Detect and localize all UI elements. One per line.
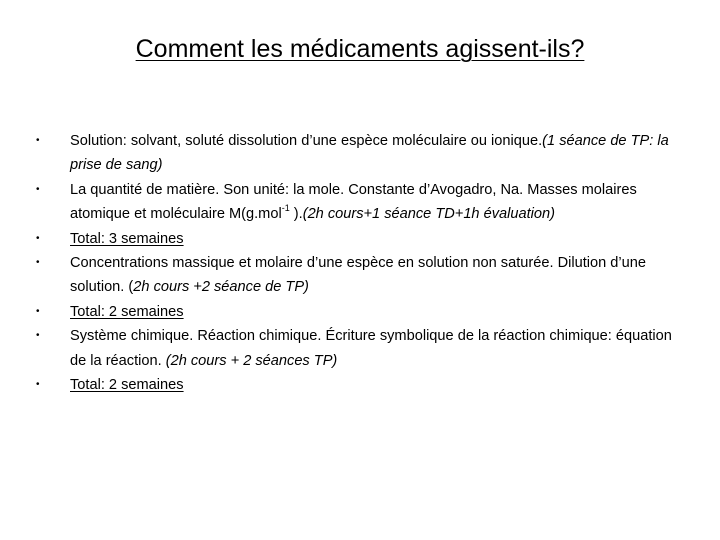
item-text-suffix: ). (289, 206, 303, 223)
item-text: La quantité de matière. Son unité: la mole. Constante d’Avogadro, Na. Masses molaires atomique et moléculaire M(g.mol (70, 181, 637, 223)
bullet-item-concentrations (36, 251, 688, 300)
bullet-icon: • (36, 183, 40, 195)
item-total: Total: 3 semaines (70, 230, 184, 247)
item-text: Concentrations massique et molaire d’une espèce en solution non saturée. Dilution d’une solution. ( (70, 255, 646, 296)
item-italic-note: (2h cours+1 séance TD+1h évaluation) (302, 206, 556, 223)
bullet-item-solution (36, 129, 688, 178)
bullet-icon: • (36, 135, 40, 146)
bullet-icon: • (36, 257, 40, 269)
item-italic-note: (2h cours + 2 séances TP) (165, 352, 338, 369)
bullet-item-total-1 (36, 227, 688, 251)
item-total: Total: 2 semaines (70, 303, 184, 320)
bullet-item-quantite-matiere (36, 178, 688, 227)
bullet-list (36, 129, 688, 397)
bullet-item-total-2 (36, 300, 688, 324)
item-italic-note: (1 séance de TP: la prise de sang) (70, 133, 669, 174)
item-total: Total: 2 semaines (70, 377, 184, 394)
bullet-icon: • (36, 232, 40, 244)
bullet-item-total-3 (36, 373, 688, 397)
bullet-icon: • (36, 330, 40, 342)
item-superscript: -1 (281, 203, 290, 214)
item-italic-note: 2h cours +2 séance de TP) (133, 279, 309, 296)
bullet-item-systeme-chimique (36, 324, 688, 373)
item-text: Solution: solvant, soluté dissolution d’une espèce moléculaire ou ionique. (70, 133, 543, 149)
bullet-icon: • (36, 305, 40, 317)
slide-title: Comment les médicaments agissent-ils? (135, 35, 585, 63)
bullet-icon: • (36, 379, 40, 391)
item-text: Système chimique. Réaction chimique. Écriture symbolique de la réaction chimique: équation de la réaction. (70, 328, 672, 369)
